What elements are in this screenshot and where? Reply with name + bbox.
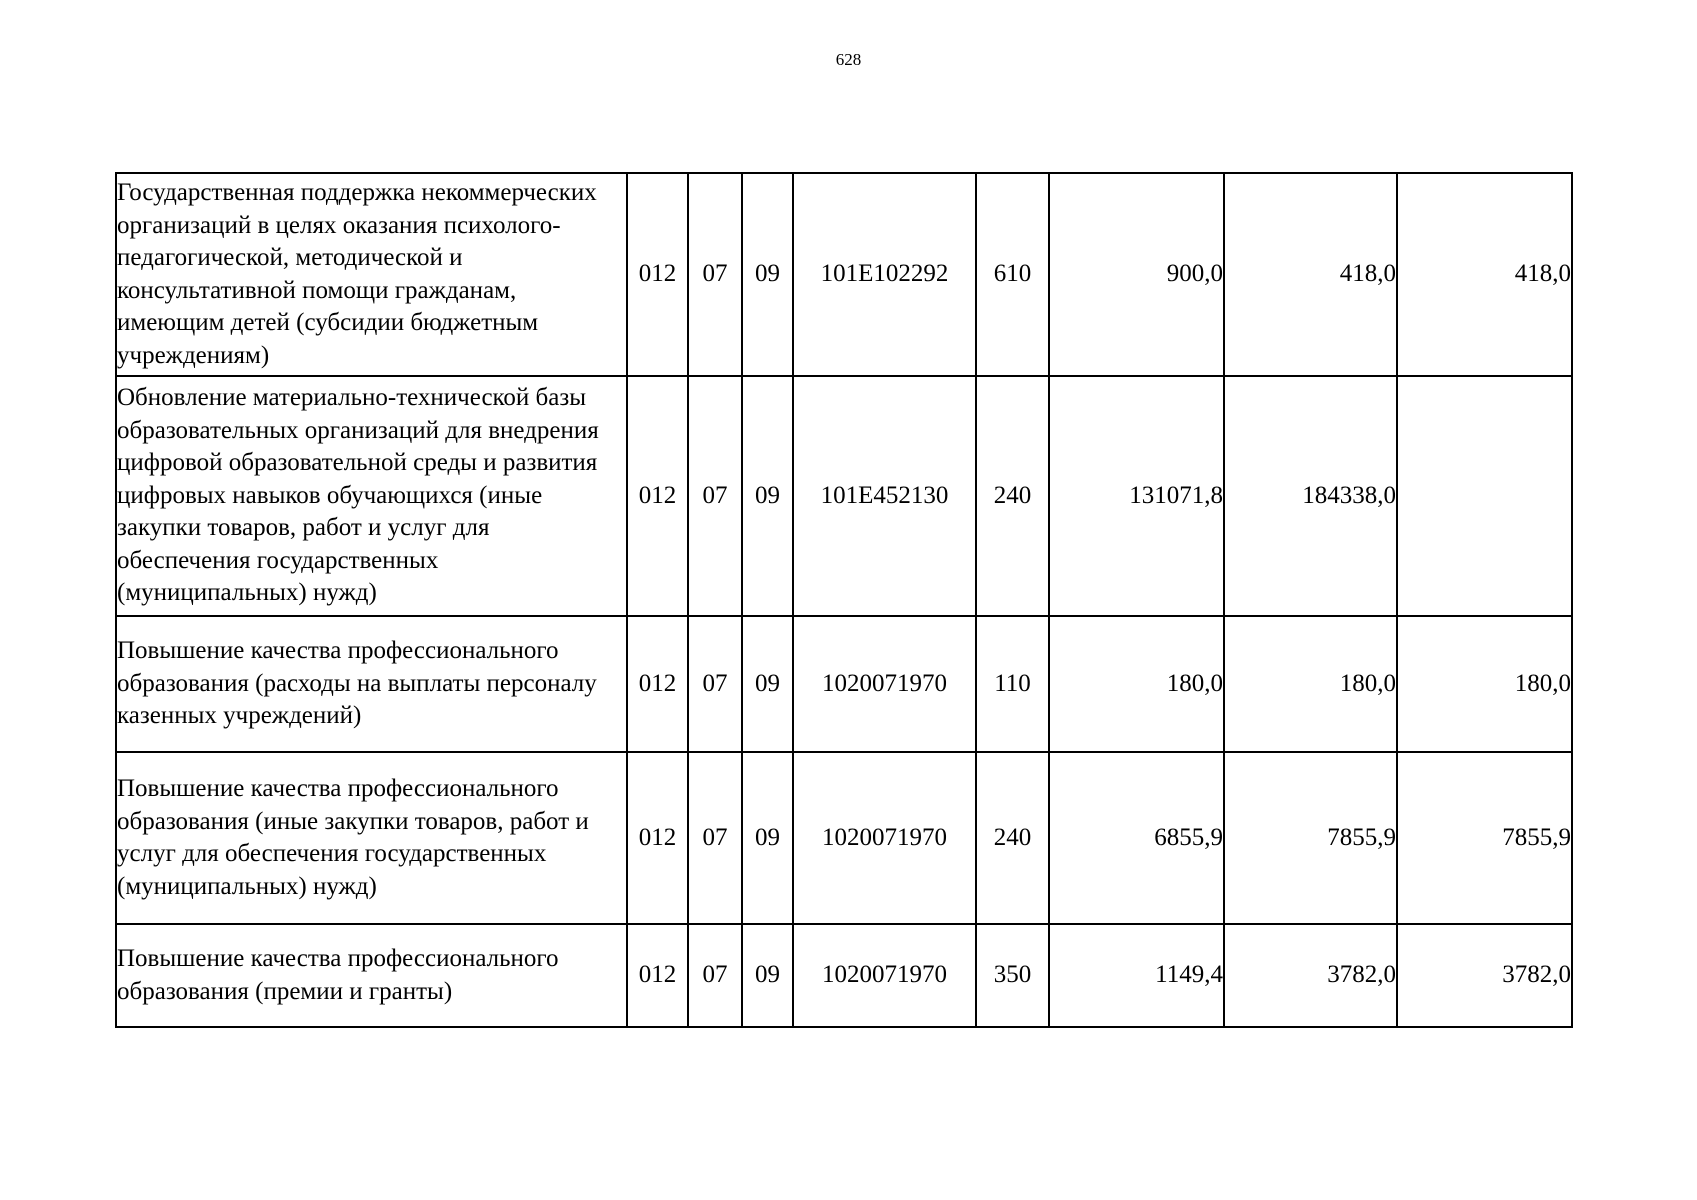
expense-type-code: 240 — [976, 376, 1049, 616]
amount-3: 7855,9 — [1397, 752, 1572, 924]
subsection-code: 09 — [742, 924, 793, 1027]
section-code: 07 — [688, 376, 742, 616]
amount-3 — [1397, 376, 1572, 616]
subsection-code: 09 — [742, 173, 793, 376]
expense-type-code: 240 — [976, 752, 1049, 924]
target-code: 101E102292 — [793, 173, 976, 376]
amount-2: 7855,9 — [1224, 752, 1397, 924]
amount-3: 418,0 — [1397, 173, 1572, 376]
budget-table — [115, 172, 1573, 1028]
table-row — [116, 173, 1572, 376]
ministry-code: 012 — [627, 752, 688, 924]
row-name: Обновление материально-технической базы образовательных организаций для внедрения цифровой образовательной среды и развития цифровых навыков обучающихся (иные закупки товаров, работ и услуг для обеспечения государственных (муниципальных) нужд) — [116, 376, 627, 616]
table-row — [116, 752, 1572, 924]
subsection-code: 09 — [742, 752, 793, 924]
row-name: Государственная поддержка некоммерческих организаций в целях оказания психолого-педагогической, методической и консультативной помощи гражданам, имеющим детей (субсидии бюджетным учреждениям) — [116, 173, 627, 376]
target-code: 1020071970 — [793, 616, 976, 752]
amount-3: 3782,0 — [1397, 924, 1572, 1027]
amount-1: 6855,9 — [1049, 752, 1224, 924]
page-number: 628 — [835, 50, 862, 69]
table-row — [116, 924, 1572, 1027]
amount-1: 900,0 — [1049, 173, 1224, 376]
amount-1: 131071,8 — [1049, 376, 1224, 616]
expense-type-code: 110 — [976, 616, 1049, 752]
ministry-code: 012 — [627, 616, 688, 752]
target-code: 1020071970 — [793, 752, 976, 924]
subsection-code: 09 — [742, 616, 793, 752]
amount-1: 1149,4 — [1049, 924, 1224, 1027]
amount-2: 180,0 — [1224, 616, 1397, 752]
amount-2: 418,0 — [1224, 173, 1397, 376]
section-code: 07 — [688, 752, 742, 924]
ministry-code: 012 — [627, 924, 688, 1027]
section-code: 07 — [688, 924, 742, 1027]
amount-1: 180,0 — [1049, 616, 1224, 752]
target-code: 1020071970 — [793, 924, 976, 1027]
expense-type-code: 610 — [976, 173, 1049, 376]
amount-3: 180,0 — [1397, 616, 1572, 752]
subsection-code: 09 — [742, 376, 793, 616]
table-row — [116, 616, 1572, 752]
row-name: Повышение качества профессионального образования (премии и гранты) — [116, 924, 627, 1027]
amount-2: 3782,0 — [1224, 924, 1397, 1027]
amount-2: 184338,0 — [1224, 376, 1397, 616]
section-code: 07 — [688, 616, 742, 752]
target-code: 101E452130 — [793, 376, 976, 616]
expense-type-code: 350 — [976, 924, 1049, 1027]
row-name: Повышение качества профессионального образования (иные закупки товаров, работ и услуг для обеспечения государственных (муниципальных) нужд) — [116, 752, 627, 924]
ministry-code: 012 — [627, 376, 688, 616]
row-name: Повышение качества профессионального образования (расходы на выплаты персоналу казенных учреждений) — [116, 616, 627, 752]
ministry-code: 012 — [627, 173, 688, 376]
table-row — [116, 376, 1572, 616]
section-code: 07 — [688, 173, 742, 376]
